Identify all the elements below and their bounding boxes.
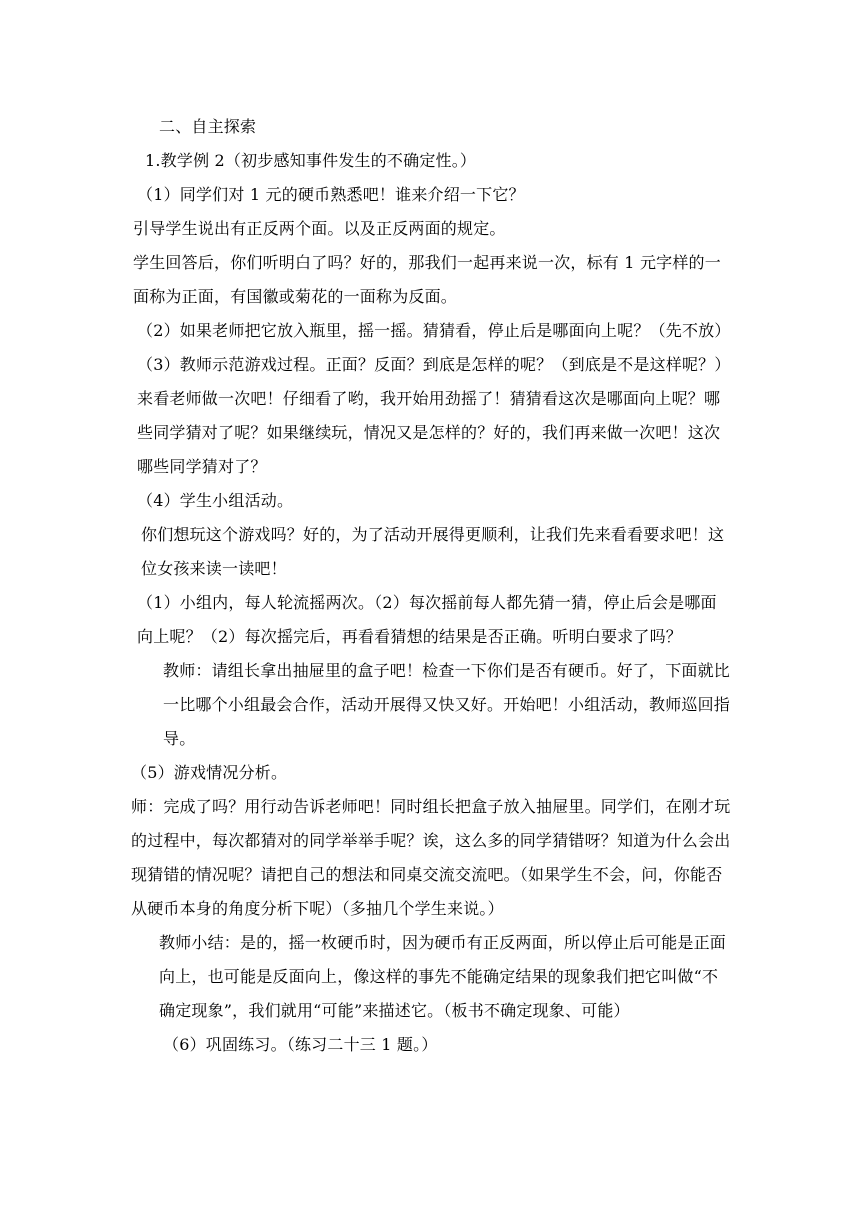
paragraph: 教师小结：是的，摇一枚硬币时，因为硬币有正反两面，所以停止后可能是正面向上，也可能是反面向上，像这样的事先不能确定结果的现象我们把它叫做“不确定现象”，我们就用“可能”来描述它。（板书不确定现象、可能）	[159, 933, 727, 1020]
paragraph: 教师：请组长拿出抽屉里的盒子吧！检查一下你们是否有硬币。好了，下面就比一比哪个小组最会合作，活动开展得又快又好。开始吧！小组活动，教师巡回指导。	[163, 661, 731, 748]
document-body	[131, 110, 731, 1062]
example-heading: 1.教学例 2（初步感知事件发生的不确定性。）	[145, 151, 477, 170]
paragraph: 你们想玩这个游戏吗？好的，为了活动开展得更顺利，让我们先来看看要求吧！这位女孩来读一读吧！	[141, 525, 725, 578]
paragraph: 引导学生说出有正反两个面。以及正反两面的规定。	[133, 219, 506, 238]
paragraph: （2）如果老师把它放入瓶里，摇一摇。猜猜看，停止后是哪面向上呢？（先不放）	[137, 321, 731, 340]
paragraph: （3）教师示范游戏过程。正面？反面？到底是怎样的呢？（到底是不是这样呢？）来看老师做一次吧！仔细看了哟，我开始用劲摇了！猜猜看这次是哪面向上呢？哪些同学猜对了呢？如果继续玩，情况又是怎样的？好的，我们再来做一次吧！这次哪些同学猜对了？	[137, 355, 731, 476]
paragraph: （6）巩固练习。（练习二十三 1 题。）	[163, 1035, 438, 1054]
paragraph: （4）学生小组活动。	[137, 491, 294, 510]
paragraph: （1）小组内，每人轮流摇两次。（2）每次摇前每人都先猜一猜，停止后会是哪面向上呢？（2）每次摇完后，再看看猜想的结果是否正确。听明白要求了吗？	[137, 593, 717, 646]
paragraph: （5）游戏情况分析。	[131, 763, 288, 782]
paragraph: （1）同学们对 1 元的硬币熟悉吧！谁来介绍一下它？	[137, 185, 525, 204]
section-heading: 二、自主探索	[159, 117, 257, 136]
paragraph: 学生回答后，你们听明白了吗？好的，那我们一起再来说一次，标有 1 元字样的一面称为正面，有国徽或菊花的一面称为反面。	[133, 253, 721, 306]
paragraph: 师：完成了吗？用行动告诉老师吧！同时组长把盒子放入抽屉里。同学们，在刚才玩的过程中，每次都猜对的同学举举手呢？诶，这么多的同学猜错呀？知道为什么会出现猜错的情况呢？请把自己的想法和同桌交流交流吧。（如果学生不会，问，你能否从硬币本身的角度分析下呢）（多抽几个学生来说。）	[131, 797, 731, 918]
